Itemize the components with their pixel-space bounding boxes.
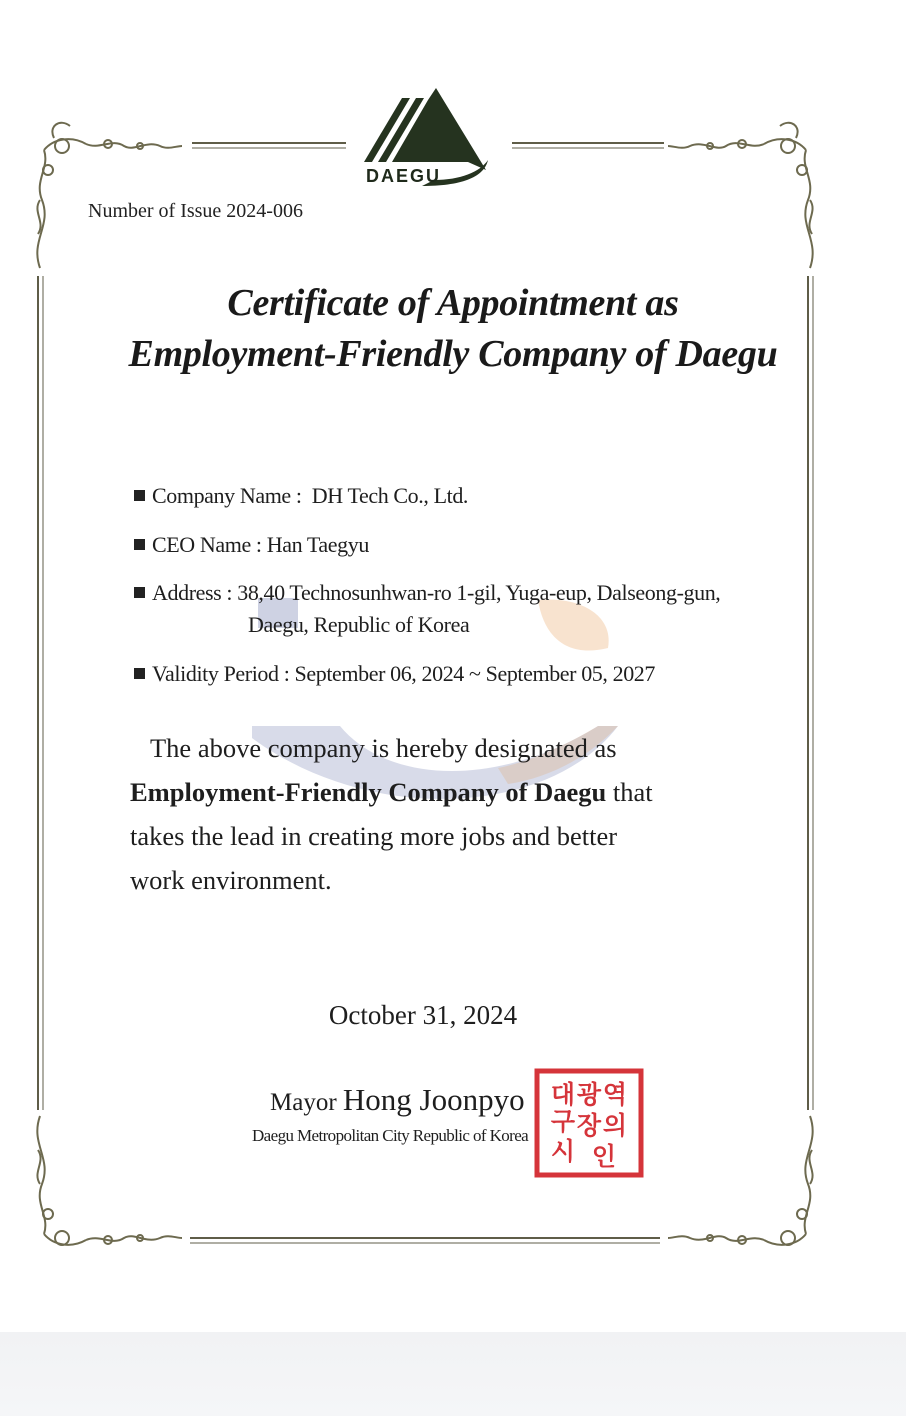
statement-bold-designation: Employment-Friendly Company of Daegu xyxy=(130,777,607,807)
statement-line-2-tail: that xyxy=(612,777,653,807)
mayor-name: Hong Joonpyo xyxy=(342,1082,525,1117)
issue-date: October 31, 2024 xyxy=(328,1000,518,1030)
seal-char: 구 xyxy=(550,1107,576,1136)
ceo-name-field xyxy=(134,529,369,561)
seal-char: 대 xyxy=(550,1080,576,1109)
statement-line-2 xyxy=(130,770,730,814)
seal-char: 역 xyxy=(602,1080,628,1109)
address-label: Address : xyxy=(152,580,233,605)
company-name-field xyxy=(134,480,468,512)
seal-char: 장 xyxy=(576,1111,602,1140)
official-seal-stamp xyxy=(534,1068,644,1178)
square-bullet-icon xyxy=(134,490,145,501)
address-field xyxy=(134,577,720,641)
title-line-1: Certificate of Appointment as xyxy=(227,282,679,324)
issuing-organization: Daegu Metropolitan City Republic of Korea xyxy=(252,1126,529,1145)
square-bullet-icon xyxy=(134,587,145,598)
title-line-2: Employment-Friendly Company of Daegu xyxy=(128,333,778,375)
issue-number: Number of Issue 2024-006 xyxy=(88,200,303,222)
seal-char: 시 xyxy=(550,1137,576,1166)
seal-char: 인 xyxy=(591,1142,617,1171)
company-name-value: DH Tech Co., Ltd. xyxy=(311,483,469,508)
corner-ornament-bottom-left xyxy=(37,1116,182,1245)
certificate-title xyxy=(60,278,846,380)
validity-period-value: September 06, 2024 ~ September 05, 2027 xyxy=(294,661,655,686)
mayor-title: Mayor xyxy=(270,1089,337,1116)
designation-statement xyxy=(130,726,730,902)
validity-period-field xyxy=(134,658,655,690)
seal-char: 광 xyxy=(576,1080,602,1109)
corner-ornament-top-left xyxy=(37,123,182,268)
ceo-name-label: CEO Name : xyxy=(152,532,262,557)
corner-ornament-bottom-right xyxy=(668,1116,813,1245)
validity-period-label: Validity Period : xyxy=(152,661,290,686)
statement-line-3: takes the lead in creating more jobs and better xyxy=(130,821,618,851)
ceo-name-value: Han Taegyu xyxy=(266,532,369,557)
statement-line-1: The above company is hereby designated as xyxy=(150,733,617,763)
company-name-label: Company Name : xyxy=(152,483,302,508)
address-value-line-2: Daegu, Republic of Korea xyxy=(248,612,470,637)
mayor-signature-line xyxy=(270,1082,525,1118)
corner-ornament-top-right xyxy=(668,123,813,268)
logo-wordmark: DAEGU xyxy=(366,166,442,186)
address-value-line-1: 38,40 Technosunhwan-ro 1-gil, Yuga-eup, Dalseong-gun, xyxy=(237,580,721,605)
square-bullet-icon xyxy=(134,668,145,679)
square-bullet-icon xyxy=(134,539,145,550)
statement-line-4: work environment. xyxy=(130,865,332,895)
seal-char: 의 xyxy=(602,1111,628,1140)
